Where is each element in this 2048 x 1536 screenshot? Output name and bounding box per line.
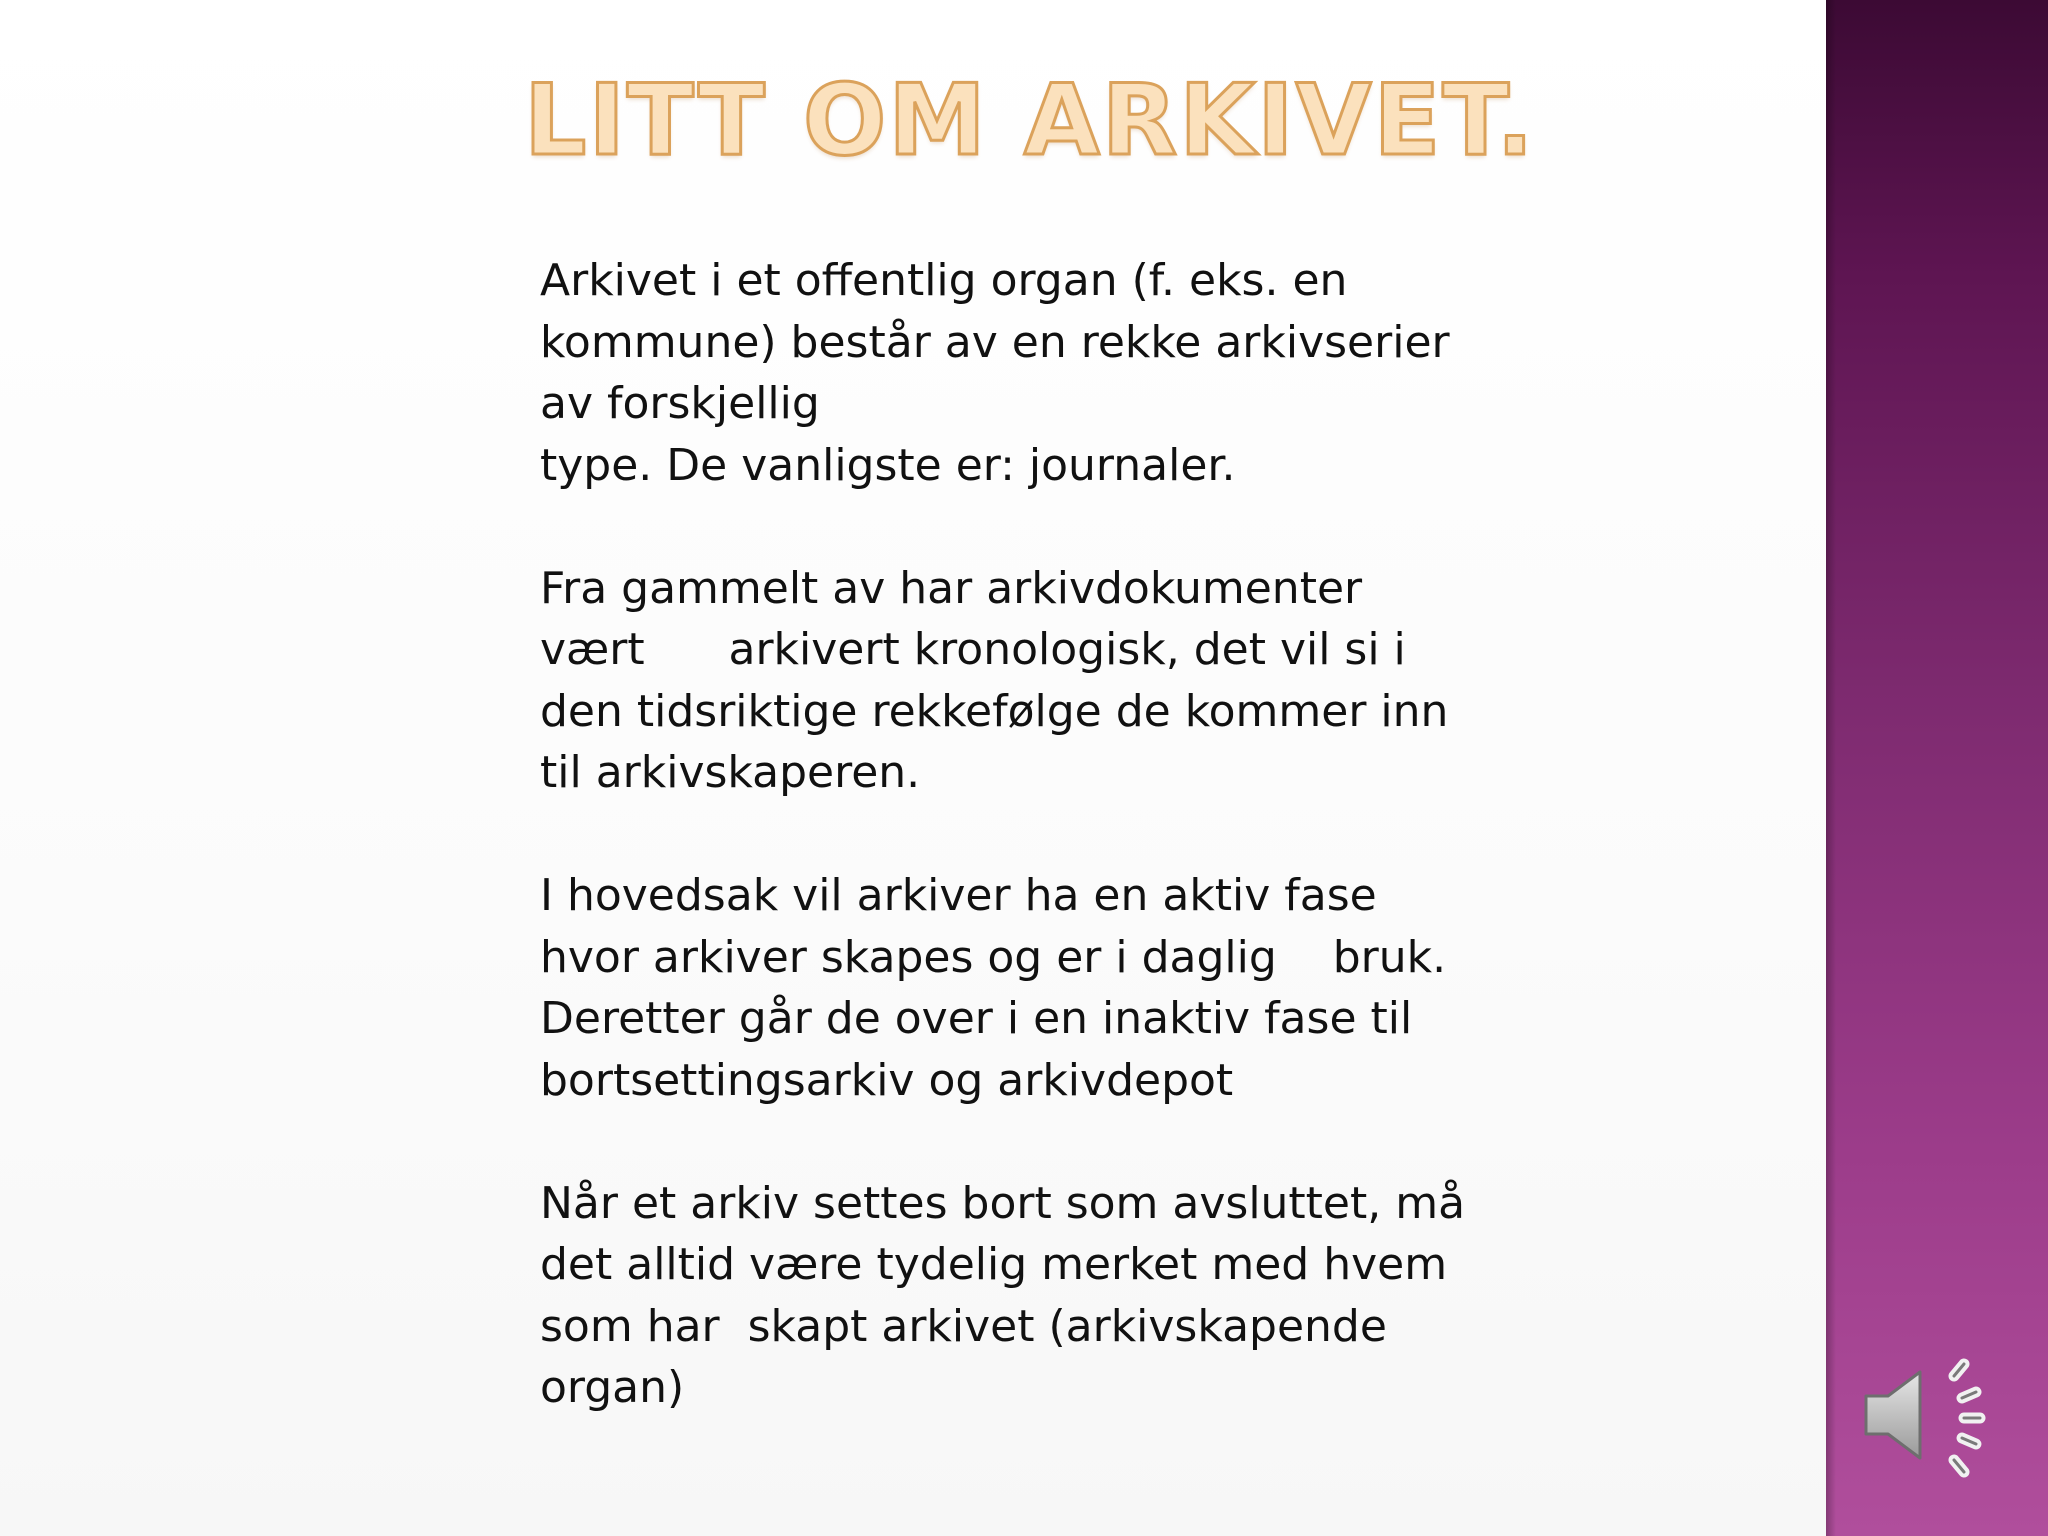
paragraph-chronological: Fra gammelt av har arkivdokumenter vært arkivert kronologisk, det vil si i den tidsriktige rekkefølge de kommer inn til arkivskaperen. (540, 562, 1449, 798)
slide-body (540, 250, 1540, 1419)
speaker-icon (1858, 1350, 1998, 1480)
paragraph-active-phase: I hovedsak vil arkiver ha en aktiv fase hvor arkiver skapes og er i daglig bruk. Deretter går de over i en inaktiv fase til bortsettingsarkiv og arkivdepot (540, 870, 1447, 1106)
audio-playback-button[interactable] (1858, 1350, 1998, 1480)
paragraph-archive-creator: Når et arkiv settes bort som avsluttet, må det alltid være tydelig merket med hvem som har skapt arkivet (arkivskapende organ) (540, 1177, 1466, 1413)
decorative-side-band (1826, 0, 2048, 1536)
paragraph-archive-series: Arkivet i et offentlig organ (f. eks. en kommune) består av en rekke arkivserier av forskjellig type. De vanligste er: journaler. (540, 255, 1450, 491)
slide-title: LITT OM ARKIVET. (524, 64, 1536, 178)
